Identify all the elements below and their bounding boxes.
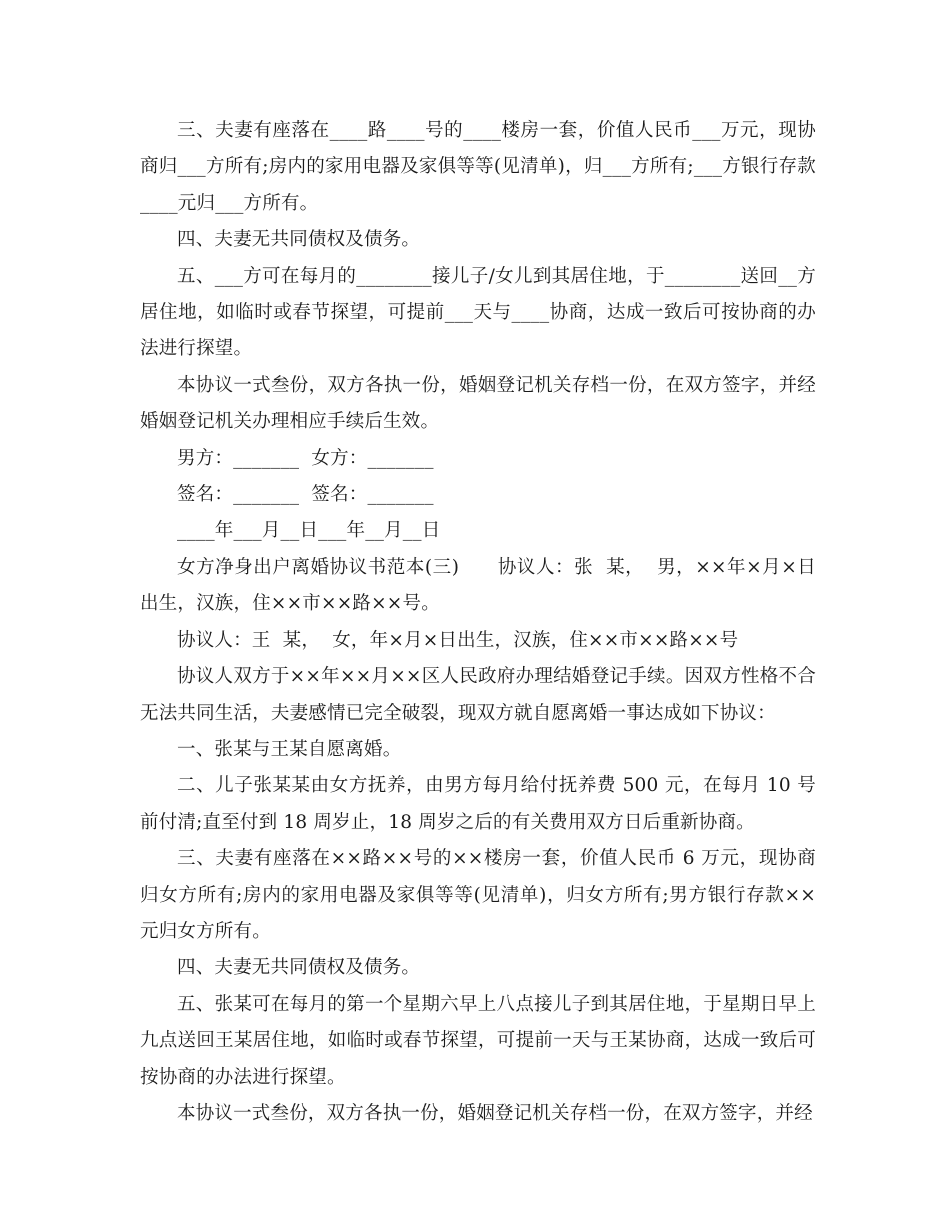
clause-debts: 四、夫妻无共同债权及债务。 <box>177 957 421 979</box>
clause-divorce: 一、张某与王某自愿离婚。 <box>177 738 402 760</box>
document-body <box>140 113 816 1132</box>
clause-copies: 本协议一式叁份，双方各执一份，婚姻登记机关存档一份，在双方签字，并经 <box>177 1102 813 1124</box>
clause-copies-template: 本协议一式叁份，双方各执一份，婚姻登记机关存档一份，在双方签字，并经婚姻登记机关办理相应手续后生效。 <box>140 374 816 433</box>
clause-visitation: 五、张某可在每月的第一个星期六早上八点接儿子到其居住地，于星期日早上九点送回王某居住地，如临时或春节探望，可提前一天与王某协商，达成一致后可按协商的办法进行探望。 <box>140 993 816 1088</box>
clause-property-template: 三、夫妻有座落在____路____号的____楼房一套，价值人民币___万元，现协商归___方所有;房内的家用电器及家俱等等(见清单)，归___方所有;___方银行存款____元归___方所有。 <box>140 120 816 214</box>
clause-custody: 二、儿子张某某由女方抚养，由男方每月给付抚养费 500 元，在每月 10 号前付清;直至付到 18 周岁止，18 周岁之后的有关费用双方日后重新协商。 <box>140 775 816 833</box>
clause-debts-template: 四、夫妻无共同债权及债务。 <box>177 229 421 251</box>
date-line: ____年___月__日___年__月__日 <box>177 520 441 542</box>
preamble: 协议人双方于××年××月××区人民政府办理结婚登记手续。因双方性格不合无法共同生活，夫妻感情已完全破裂，现双方就自愿离婚一事达成如下协议： <box>140 666 816 724</box>
clause-visitation-template: 五、___方可在每月的________接儿子/女儿到其居住地，于________送回__方居住地，如临时或春节探望，可提前___天与____协商，达成一致后可按协商的办法进行探望。 <box>140 265 816 360</box>
signature-line: 签名：_______ 签名：_______ <box>177 484 434 506</box>
party-line: 男方：_______ 女方：_______ <box>177 447 434 469</box>
party-b: 协议人：王 某， 女，年×月×日出生，汉族，住××市××路××号 <box>177 629 739 651</box>
clause-property: 三、夫妻有座落在××路××号的××楼房一套，价值人民币 6 万元，现协商归女方所有;房内的家用电器及家俱等等(见清单)，归女方所有;男方银行存款××元归女方所有。 <box>140 848 816 942</box>
sample-title-and-party-a: 女方净身出户离婚协议书范本(三) 协议人：张 某， 男，××年×月×日出生，汉族，住××市××路××号。 <box>140 556 816 615</box>
